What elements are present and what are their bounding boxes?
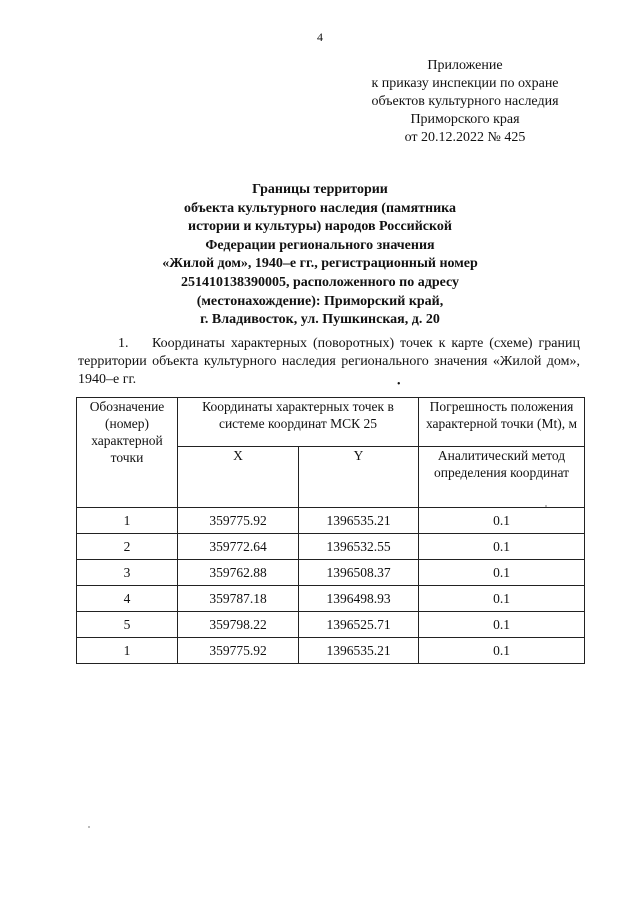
cell-point: 5 — [77, 612, 178, 638]
cell-x: 359775.92 — [178, 508, 299, 534]
table-row — [77, 638, 585, 664]
appendix-line: Приложение — [427, 58, 503, 73]
cell-point: 1 — [77, 638, 178, 664]
cell-y: 1396532.55 — [299, 534, 419, 560]
table-row — [77, 560, 585, 586]
cell-point: 4 — [77, 586, 178, 612]
cell-x: 359775.92 — [178, 638, 299, 664]
cell-point: 3 — [77, 560, 178, 586]
cell-mt: 0.1 — [419, 612, 585, 638]
cell-mt: 0.1 — [419, 586, 585, 612]
paragraph-number: 1. — [118, 336, 129, 351]
cell-y: 1396535.21 — [299, 638, 419, 664]
cell-point: 2 — [77, 534, 178, 560]
title-line: истории и культуры) народов Российской — [188, 219, 452, 235]
page-number: 4 — [317, 30, 323, 44]
title-line: «Жилой дом», 1940–е гг., регистрационный номер — [162, 256, 478, 272]
cell-y: 1396508.37 — [299, 560, 419, 586]
header-error: Погрешность положения характерной точки (Mt), м — [419, 398, 585, 447]
appendix-line: от 20.12.2022 № 425 — [404, 130, 526, 145]
table-row — [77, 612, 585, 638]
cell-x: 359798.22 — [178, 612, 299, 638]
cell-x: 359762.88 — [178, 560, 299, 586]
paragraph-text: Координаты характерных (поворотных) точек к карте (схеме) границ территории объекта культурного наследия регионального значения «Жилой дом», 1940–е гг. — [78, 336, 580, 387]
cell-mt: 0.1 — [419, 638, 585, 664]
table-row — [77, 534, 585, 560]
cell-y: 1396525.71 — [299, 612, 419, 638]
scan-speck — [88, 826, 90, 828]
intro-paragraph — [78, 335, 580, 389]
appendix-line: к приказу инспекции по охране — [371, 76, 559, 91]
coordinates-table — [76, 397, 585, 664]
cell-point: 1 — [77, 508, 178, 534]
cell-mt: 0.1 — [419, 508, 585, 534]
header-method: Аналитический метод определения координат — [419, 447, 585, 508]
appendix-line: Приморского края — [410, 112, 520, 127]
title-line: (местонахождение): Приморский край, — [196, 293, 444, 309]
scan-mark: • — [397, 379, 401, 390]
cell-y: 1396498.93 — [299, 586, 419, 612]
title-line: объекта культурного наследия (памятника — [183, 200, 457, 216]
header-y: Y — [299, 447, 419, 508]
header-point-id: Обозначение (номер) характерной точки — [77, 398, 178, 508]
table-row — [77, 508, 585, 534]
table-row — [77, 586, 585, 612]
scan-speck — [545, 505, 547, 507]
cell-y: 1396535.21 — [299, 508, 419, 534]
header-x: X — [178, 447, 299, 508]
document-title — [100, 181, 540, 330]
appendix-block — [340, 57, 590, 147]
cell-x: 359772.64 — [178, 534, 299, 560]
cell-mt: 0.1 — [419, 560, 585, 586]
cell-x: 359787.18 — [178, 586, 299, 612]
title-line: г. Владивосток, ул. Пушкинская, д. 20 — [200, 312, 440, 328]
title-line: Федерации регионального значения — [205, 237, 435, 253]
cell-mt: 0.1 — [419, 534, 585, 560]
header-coordinates: Координаты характерных точек в системе координат МСК 25 — [178, 398, 419, 447]
title-line: 251410138390005, расположенного по адресу — [180, 274, 460, 290]
appendix-line: объектов культурного наследия — [371, 94, 559, 109]
title-line: Границы территории — [252, 182, 388, 197]
